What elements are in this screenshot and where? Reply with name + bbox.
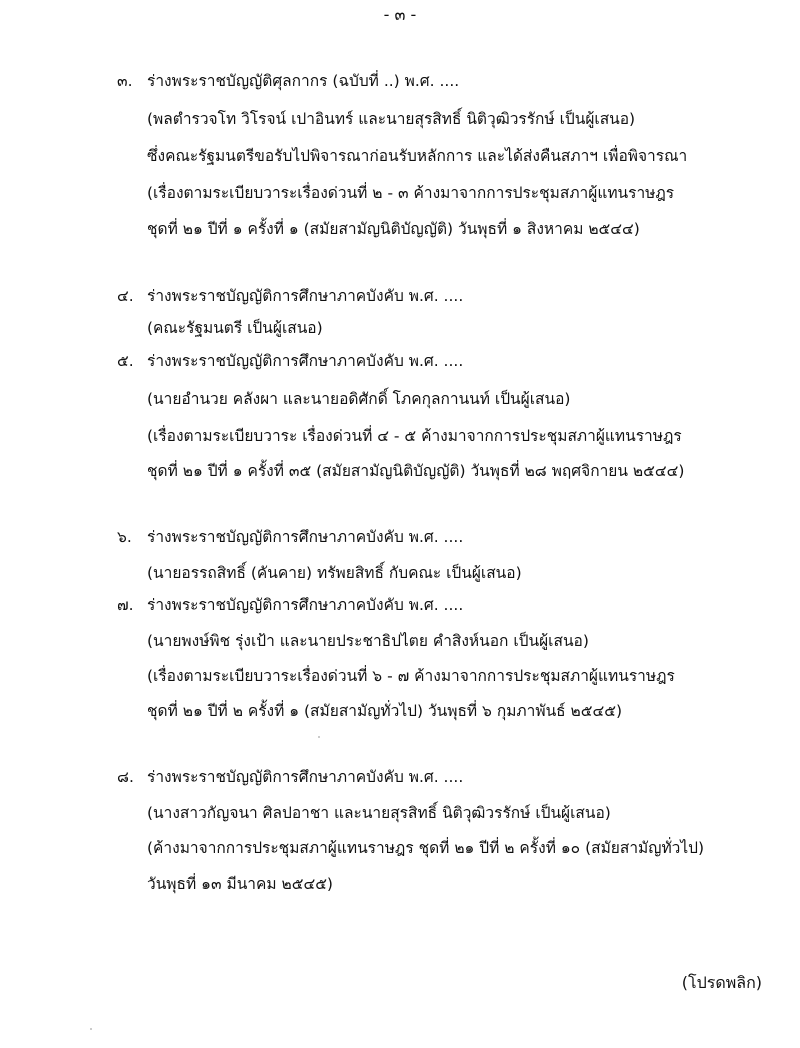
proposer-line: (นายพงษ์พิช รุ่งเป้า และนายประชาธิปไตย คำสิงห์นอก เป็นผู้เสนอ) (147, 632, 589, 650)
bill-title: ร่างพระราชบัญญัติการศึกษาภาคบังคับ พ.ศ. .... (147, 528, 464, 546)
bill-title: ร่างพระราชบัญญัติการศึกษาภาคบังคับ พ.ศ. .... (147, 352, 464, 370)
page-number: - ๓ - (383, 5, 417, 24)
item-number: ๘. (117, 768, 134, 786)
item-number: ๓. (117, 72, 133, 90)
item-number: ๖. (117, 528, 132, 546)
bill-title: ร่างพระราชบัญญัติการศึกษาภาคบังคับ พ.ศ. .... (147, 768, 464, 786)
bill-title: ร่างพระราชบัญญัติการศึกษาภาคบังคับ พ.ศ. .... (147, 287, 464, 305)
proposer-line: (นายอำนวย คลังผา และนายอดิศักดิ์ โภคกุลกานนท์ เป็นผู้เสนอ) (147, 390, 571, 408)
agenda-reference-line: (เรื่องตามระเบียบวาระ เรื่องด่วนที่ ๔ - ๕ ค้างมาจากการประชุมสภาผู้แทนราษฎร (147, 427, 682, 445)
proposer-line: (นายอรรถสิทธิ์ (คันคาย) ทรัพยสิทธิ์ กับคณะ เป็นผู้เสนอ) (147, 564, 522, 582)
session-date-line: ชุดที่ ๒๑ ปีที่ ๒ ครั้งที่ ๑ (สมัยสามัญทั่วไป) วันพุธที่ ๖ กุมภาพันธ์ ๒๕๔๕) (147, 702, 623, 720)
please-turn-over-note: (โปรดพลิก) (681, 973, 762, 992)
session-date-line: ชุดที่ ๒๑ ปีที่ ๑ ครั้งที่ ๓๕ (สมัยสามัญนิติบัญญัติ) วันพุธที่ ๒๘ พฤศจิกายน ๒๕๔๔) (147, 462, 685, 480)
agenda-reference-line: (เรื่องตามระเบียบวาระเรื่องด่วนที่ ๖ - ๗ ค้างมาจากการประชุมสภาผู้แทนราษฎร (147, 667, 675, 685)
proposer-line: (คณะรัฐมนตรี เป็นผู้เสนอ) (147, 319, 323, 337)
item-number: ๕. (117, 352, 134, 370)
note-line: ซึ่งคณะรัฐมนตรีขอรับไปพิจารณาก่อนรับหลักการ และได้ส่งคืนสภาฯ เพื่อพิจารณา (147, 147, 688, 165)
agenda-reference-line: (ค้างมาจากการประชุมสภาผู้แทนราษฎร ชุดที่ ๒๑ ปีที่ ๒ ครั้งที่ ๑๐ (สมัยสามัญทั่วไป) (147, 839, 705, 857)
proposer-line: (พลตำรวจโท วิโรจน์ เปาอินทร์ และนายสุรสิทธิ์ นิติวุฒิวรรักษ์ เป็นผู้เสนอ) (147, 110, 636, 128)
session-date-line: ชุดที่ ๒๑ ปีที่ ๑ ครั้งที่ ๑ (สมัยสามัญนิติบัญญัติ) วันพุธที่ ๑ สิงหาคม ๒๕๔๔) (147, 220, 640, 238)
item-number: ๗. (117, 596, 134, 614)
scan-speck (318, 736, 320, 738)
agenda-reference-line: (เรื่องตามระเบียบวาระเรื่องด่วนที่ ๒ - ๓ ค้างมาจากการประชุมสภาผู้แทนราษฎร (147, 184, 675, 202)
item-number: ๔. (117, 287, 134, 305)
bill-title: ร่างพระราชบัญญัติศุลกากร (ฉบับที่ ..) พ.ศ. .... (147, 72, 460, 90)
session-date-line: วันพุธที่ ๑๓ มีนาคม ๒๕๔๕) (147, 875, 333, 893)
scan-speck (90, 1028, 92, 1030)
proposer-line: (นางสาวกัญจนา ศิลปอาชา และนายสุรสิทธิ์ นิติวุฒิวรรักษ์ เป็นผู้เสนอ) (147, 804, 611, 822)
bill-title: ร่างพระราชบัญญัติการศึกษาภาคบังคับ พ.ศ. .... (147, 596, 464, 614)
